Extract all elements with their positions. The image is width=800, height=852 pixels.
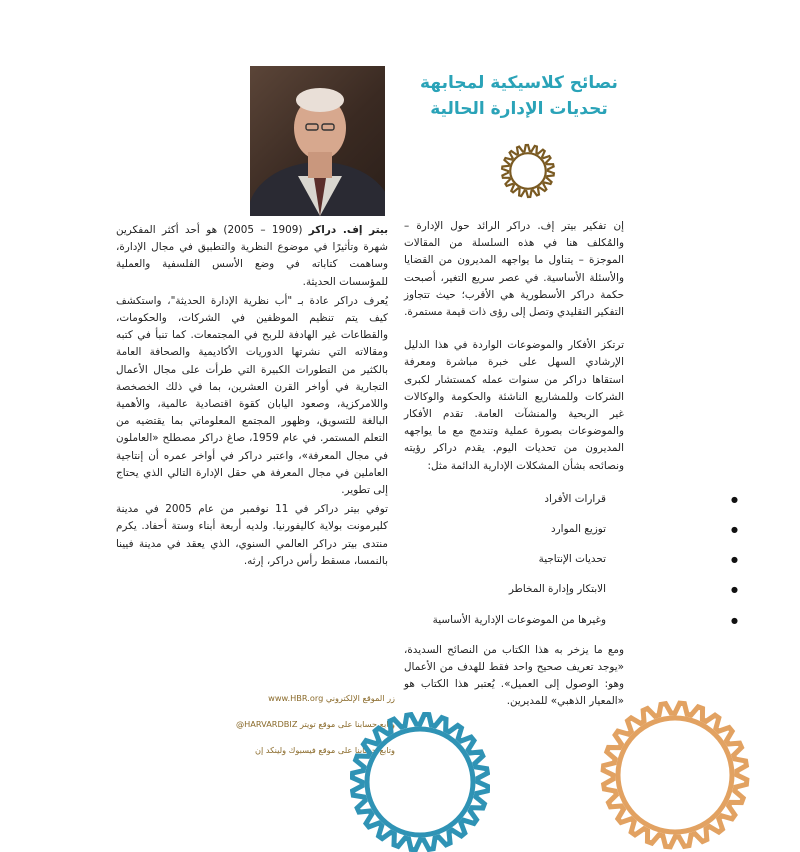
description-paragraph-1: إن تفكير بيتر إف. دراكر الرائد حول الإدارة – والمُكلف هنا في هذه السلسلة من المقالات الموجزة – يتناول ما يواجهه المديرون من القضايا والأسئلة الأساسية. في عصر سريع التغير، أصبحت حكمة دراكر الأسطورية هي الأقرب؛ حيث تتجاوز التفكير التقليدي وتصل إلى رؤى ذات قيمة مستمرة. (404, 220, 624, 319)
description-paragraph-3: ومع ما يزخر به هذا الكتاب من النصائح السديدة، «يوجد تعريف صحيح واحد فقط للهدف من الأعمال وهو: الوصول إلى العميل». يُعتبر هذا الكتاب هو «المعيار الذهبي» للمديرين. (404, 643, 624, 708)
title-line-1: نصائح كلاسيكية لمجابهة (420, 73, 618, 93)
list-item: ● توزيع الموارد (404, 521, 606, 538)
gear-ornament-icon (500, 143, 556, 199)
author-portrait (250, 66, 385, 216)
gear-teal-icon (350, 712, 490, 852)
title-block (410, 70, 628, 122)
list-item: ● تحديات الإنتاجية (404, 551, 606, 568)
list-item: ● وغيرها من الموضوعات الإدارية الأساسية (404, 612, 606, 629)
author-name: بيتر إف. دراكر (308, 224, 388, 236)
social-link[interactable]: وتابع حسابنا على موقع فيسبوك ولينكد إن (254, 745, 395, 755)
bio-paragraph-1: بيتر إف. دراكر (1909 – 2005) هو أحد أكثر المفكرين شهرة وتأثيرًا في موضوع النظرية والتطبيق في مجال الإدارة، وساهمت كتاباته في وضع الأسس الفلسفية والعملية للمؤسسات الحديثة. (116, 224, 388, 288)
topics-list (404, 491, 624, 629)
title-line-2: تحديات الإدارة الحالية (430, 99, 608, 119)
list-item: ● الابتكار وإدارة المخاطر (404, 581, 606, 598)
description-paragraph-2: ترتكز الأفكار والموضوعات الواردة في هذا الدليل الإرشادي السهل على خبرة مباشرة ومعرفة استقاها دراكر من سنوات عمله كمستشار لكبرى الشركات وللمشاريع الناشئة والحكومة والوكالات غير الربحية والمنشآت العامة. تقدم الأفكار والموضوعات بصورة عملية وتندمج مع ما يواجهه المديرون من تحديات اليوم. يقدم دراكر رؤيته ونصائحه بشأن المشكلات الإدارية الدائمة مثل: (404, 339, 624, 472)
gear-orange-icon (600, 700, 750, 850)
bio-paragraph-2: يُعرف دراكر عادة بـ "أب نظرية الإدارة الحديثة"، واستكشف كيف يتم تنظيم الموظفين في الشركات، والحكومات، والقطاعات غير الهادفة للربح في المجتمعات. كما تنبأ في كتبه ومقالاته التي نشرتها الدوريات الأكاديمية والصحافة العامة بالكثير من التطورات الكبيرة التي طرأت على مجال الأعمال التجارية في أواخر القرن العشرين، بما في ذلك الخصخصة واللامركزية، وصعود اليابان كقوة اقتصادية عالمية، والأهمية البالغة للتسويق، وظهور المجتمع المعلوماتي بما يقتضيه من التعلم المستمر. في عام 1959، صاغ دراكر مصطلح «العاملون في مجال المعرفة»، واعتبر دراكر في أواخر عمره أن إنتاجية العاملين في مجال المعرفة هي حقل الإدارة التالي الذي يحتاج إلى تطوير. (116, 294, 388, 497)
description-column (404, 218, 624, 727)
author-bio (116, 222, 388, 572)
list-item: ● قرارات الأفراد (404, 491, 606, 508)
twitter-link[interactable]: وتابع حسابنا على موقع تويتر HARVARDBIZ@ (235, 719, 395, 729)
website-link[interactable]: زر الموقع الإلكتروني www.HBR.org (268, 693, 395, 703)
bio-paragraph-3: توفي بيتر دراكر في 11 نوفمبر من عام 2005 في مدينة كليرمونت بولاية كاليفورنيا. ولديه أربعة أبناء وستة أحفاد. يكرم منتدى بيتر دراكر العالمي السنوي، الذي يعقد في مدينة فيينا بالنمسا، مسقط رأس دراكر، إرثه. (116, 503, 388, 567)
